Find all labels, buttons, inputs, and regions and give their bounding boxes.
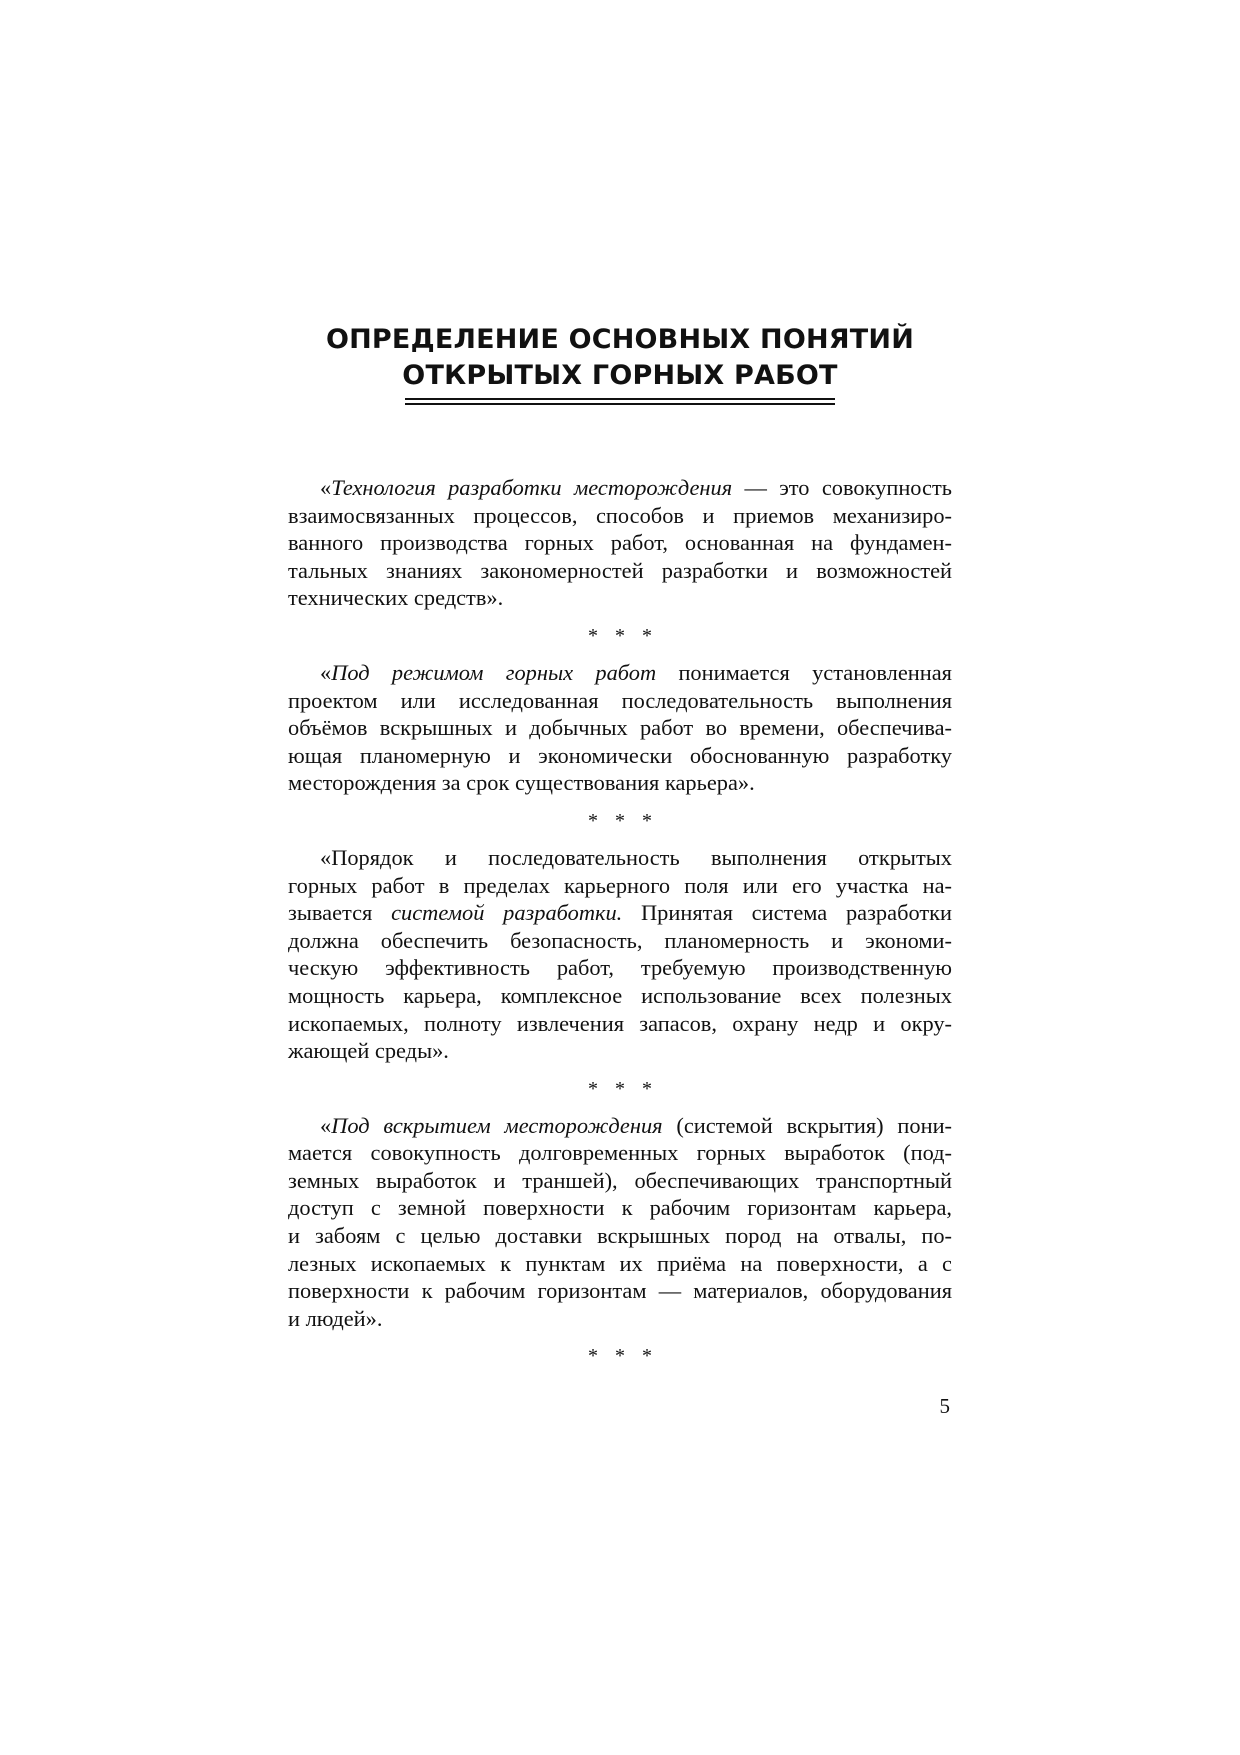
paragraph-line: мается совокупность долговременных горных выработок (под-: [288, 1140, 952, 1166]
paragraph-line: поверхности к рабочим горизонтам — материалов, оборудования: [288, 1278, 952, 1304]
text-run: зывается: [288, 900, 392, 926]
section-separator: * * *: [588, 1077, 658, 1100]
chapter-title-line-1: ОПРЕДЕЛЕНИЕ ОСНОВНЫХ ПОНЯТИЙ: [325, 324, 914, 355]
paragraph-development-system: [288, 844, 952, 1065]
paragraph-technology: [288, 474, 952, 612]
paragraph-line: взаимосвязанных процессов, способов и приемов механизиро-: [288, 502, 952, 528]
chapter-title: [300, 322, 940, 394]
paragraph-line: тальных знаниях закономерностей разработки и возможностей: [288, 557, 952, 583]
text-run: Принятая система разработки: [622, 900, 953, 926]
paragraph-deposit-opening: [288, 1112, 952, 1333]
text-run: (системой вскрытия) пони-: [662, 1112, 953, 1138]
paragraph-mining-regime: [288, 659, 952, 797]
italic-term: Под режимом горных работ: [331, 659, 657, 685]
paragraph-line: объёмов вскрышных и добычных работ во времени, обеспечива-: [288, 715, 952, 741]
section-separator: * * *: [588, 809, 658, 832]
paragraph-line: [288, 899, 952, 927]
paragraph-line: проектом или исследованная последовательность выполнения: [288, 687, 952, 713]
italic-term: Под вскрытием месторождения: [331, 1112, 663, 1138]
text-run: «: [320, 475, 332, 500]
paragraph-line: мощность карьера, комплексное использование всех полезных: [288, 982, 952, 1008]
italic-term: системой разработки.: [391, 900, 623, 926]
chapter-title-line-2: ОТКРЫТЫХ ГОРНЫХ РАБОТ: [402, 360, 838, 391]
paragraph-line: месторождения за срок существования карьера».: [288, 770, 755, 796]
paragraph-line: [288, 474, 952, 502]
page-number: 5: [939, 1394, 950, 1418]
italic-term: Технология разработки месторождения: [331, 475, 733, 500]
paragraph-line: горных работ в пределах карьерного поля или его участка на-: [288, 872, 952, 898]
paragraph-line: земных выработок и траншей), обеспечивающих транспортный: [288, 1167, 952, 1193]
text-run: — это совокупность: [732, 475, 952, 500]
paragraph-line: жающей среды».: [288, 1038, 449, 1064]
paragraph-line: и людей».: [288, 1305, 383, 1331]
paragraph-line: ющая планомерную и экономически обоснованную разработку: [288, 742, 952, 768]
paragraph-line: [288, 659, 952, 687]
text-run: понимается установленная: [656, 659, 952, 685]
paragraph-line: должна обеспечить безопасность, планомерность и экономи-: [288, 927, 952, 953]
section-separator: * * *: [588, 1345, 658, 1368]
text-run: «: [320, 659, 332, 685]
paragraph-line: ископаемых, полноту извлечения запасов, охрану недр и окру-: [288, 1010, 952, 1036]
paragraph-line: доступ с земной поверхности к рабочим горизонтам карьера,: [288, 1195, 952, 1221]
title-double-rule: [405, 398, 835, 405]
paragraph-line: лезных ископаемых к пунктам их приёма на поверхности, а с: [288, 1250, 952, 1276]
text-run: «: [320, 1112, 332, 1138]
paragraph-line: ческую эффективность работ, требуемую производственную: [288, 955, 952, 981]
paragraph-line: «Порядок и последовательность выполнения открытых: [320, 844, 952, 870]
paragraph-line: и забоям с целью доставки вскрышных пород на отвалы, по-: [288, 1223, 952, 1249]
section-separator: * * *: [588, 624, 658, 647]
paragraph-line: технических средств».: [288, 585, 504, 611]
body-text: [288, 474, 952, 1379]
paragraph-line: [288, 1112, 952, 1140]
paragraph-line: ванного производства горных работ, основанная на фундамен-: [288, 530, 952, 556]
